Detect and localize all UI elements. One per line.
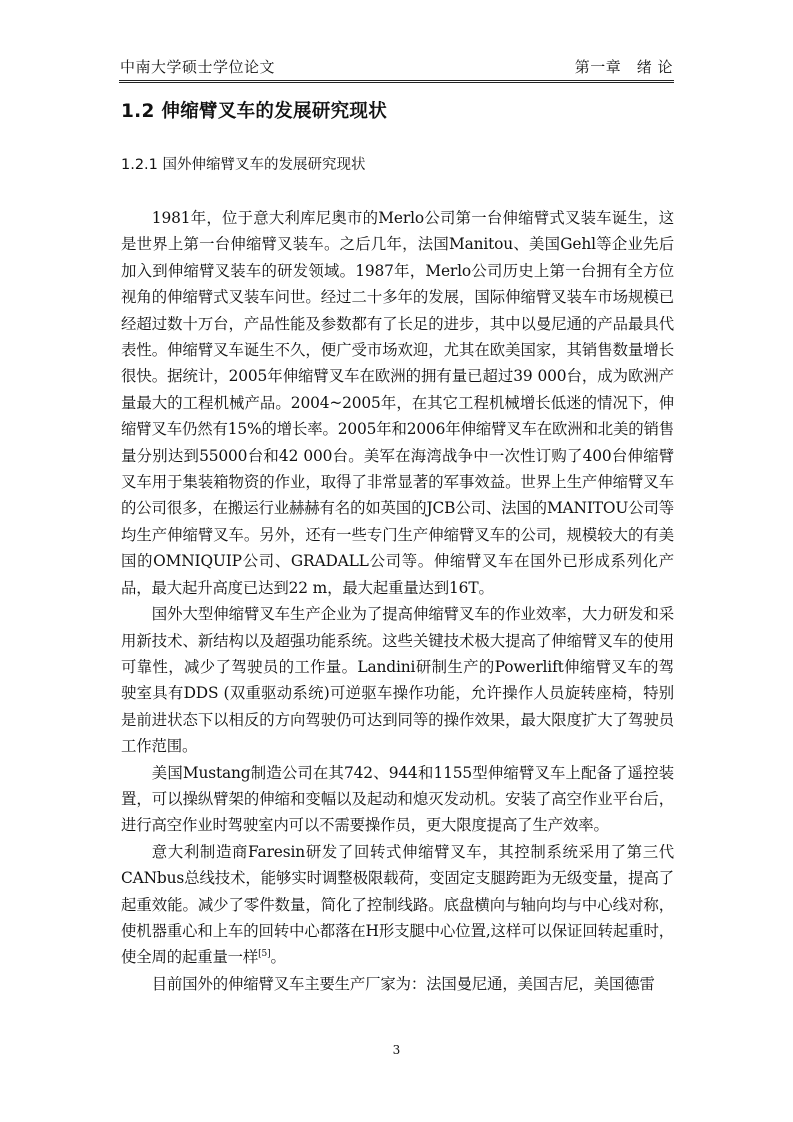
citation-ref[interactable]: [5] [258,949,271,960]
paragraph-2: 国外大型伸缩臂叉车生产企业为了提高伸缩臂叉车的作业效率，大力研发和采用新技术、新结构以及超强功能系统。这些关键技术极大提高了伸缩臂叉车的使用可靠性，减少了驾驶员的工作量。Landini研制生产的Powerlift伸缩臂叉车的驾驶室具有DDS (双重驱动系统)可逆驱车操作功能，允许操作人员旋转座椅，特别是前进状态下以相反的方向驾驶仍可达到同等的操作效果，最大限度扩大了驾驶员工作范围。 [121,605,674,756]
paragraph-1: 1981年，位于意大利库尼奥市的Merlo公司第一台伸缩臂式叉装车诞生，这是世界上第一台伸缩臂叉装车。之后几年，法国Manitou、美国Gehl等企业先后加入到伸缩臂叉装车的研发领域。1987年，Merlo公司历史上第一台拥有全方位视角的伸缩臂式叉装车问世。经过二十多年的发展，国际伸缩臂叉装车市场规模已经超过数十万台，产品性能及参数都有了长足的进步，其中以曼尼通的产品最具代表性。伸缩臂叉车诞生不久，便广受市场欢迎，尤其在欧美国家，其销售数量增长很快。据统计，2005年伸缩臂叉车在欧洲的拥有量已超过39 000台，成为欧洲产量最大的工程机械产品。2004~2005年，在其它工程机械增长低迷的情况下，伸缩臂叉车仍然有15%的增长率。2005年和2006年伸缩臂叉车在欧洲和北美的销售量分别达到55000台和42 000台。美军在海湾战争中一次性订购了400台伸缩臂叉车用于集装箱物资的作业，取得了非常显著的军事效益。世界上生产伸缩臂叉车的公司很多，在搬运行业赫赫有名的如英国的JCB公司、法国的MANITOU公司等均生产伸缩臂叉车。另外，还有一些专门生产伸缩臂叉车的公司，规模较大的有美国的OMNIQUIP公司、GRADALL公司等。伸缩臂叉车在国外已形成系列化产品，最大起升高度已达到22 m，最大起重量达到16T。 [121,209,674,597]
subsection-title: 1.2.1 国外伸缩臂叉车的发展研究现状 [121,157,366,173]
running-header-right: 第一章 绪 论 [574,58,673,76]
section-title: 1.2 伸缩臂叉车的发展研究现状 [121,101,388,122]
paragraph-3: 美国Mustang制造公司在其742、944和1155型伸缩臂叉车上配备了遥控装置，可以操纵臂架的伸缩和变幅以及起动和熄灭发动机。安装了高空作业平台后，进行高空作业时驾驶室内可以不需要操作员，更大限度提高了生产效率。 [121,763,674,835]
paragraph-5: 目前国外的伸缩臂叉车主要生产厂家为：法国曼尼通，美国吉尼，美国德雷 [151,974,655,993]
body-text [121,205,674,997]
paragraph-4 [121,839,674,971]
paragraph-4-text: 意大利制造商Faresin研发了回转式伸缩臂叉车，其控制系统采用了第三代CANbus总线技术，能够实时调整极限载荷，变固定支腿跨距为无级变量，提高了起重效能。减少了零件数量，简化了控制线路。底盘横向与轴向均与中心线对称，使机器重心和上车的回转中心都落在H形支腿中心位置,这样可以保证回转起重时，使全周的起重量一样 [121,842,674,967]
paragraph-4-end: 。 [270,948,286,967]
header-rule [119,80,674,83]
running-header-left: 中南大学硕士学位论文 [120,58,276,76]
page-number: 3 [392,1043,401,1057]
